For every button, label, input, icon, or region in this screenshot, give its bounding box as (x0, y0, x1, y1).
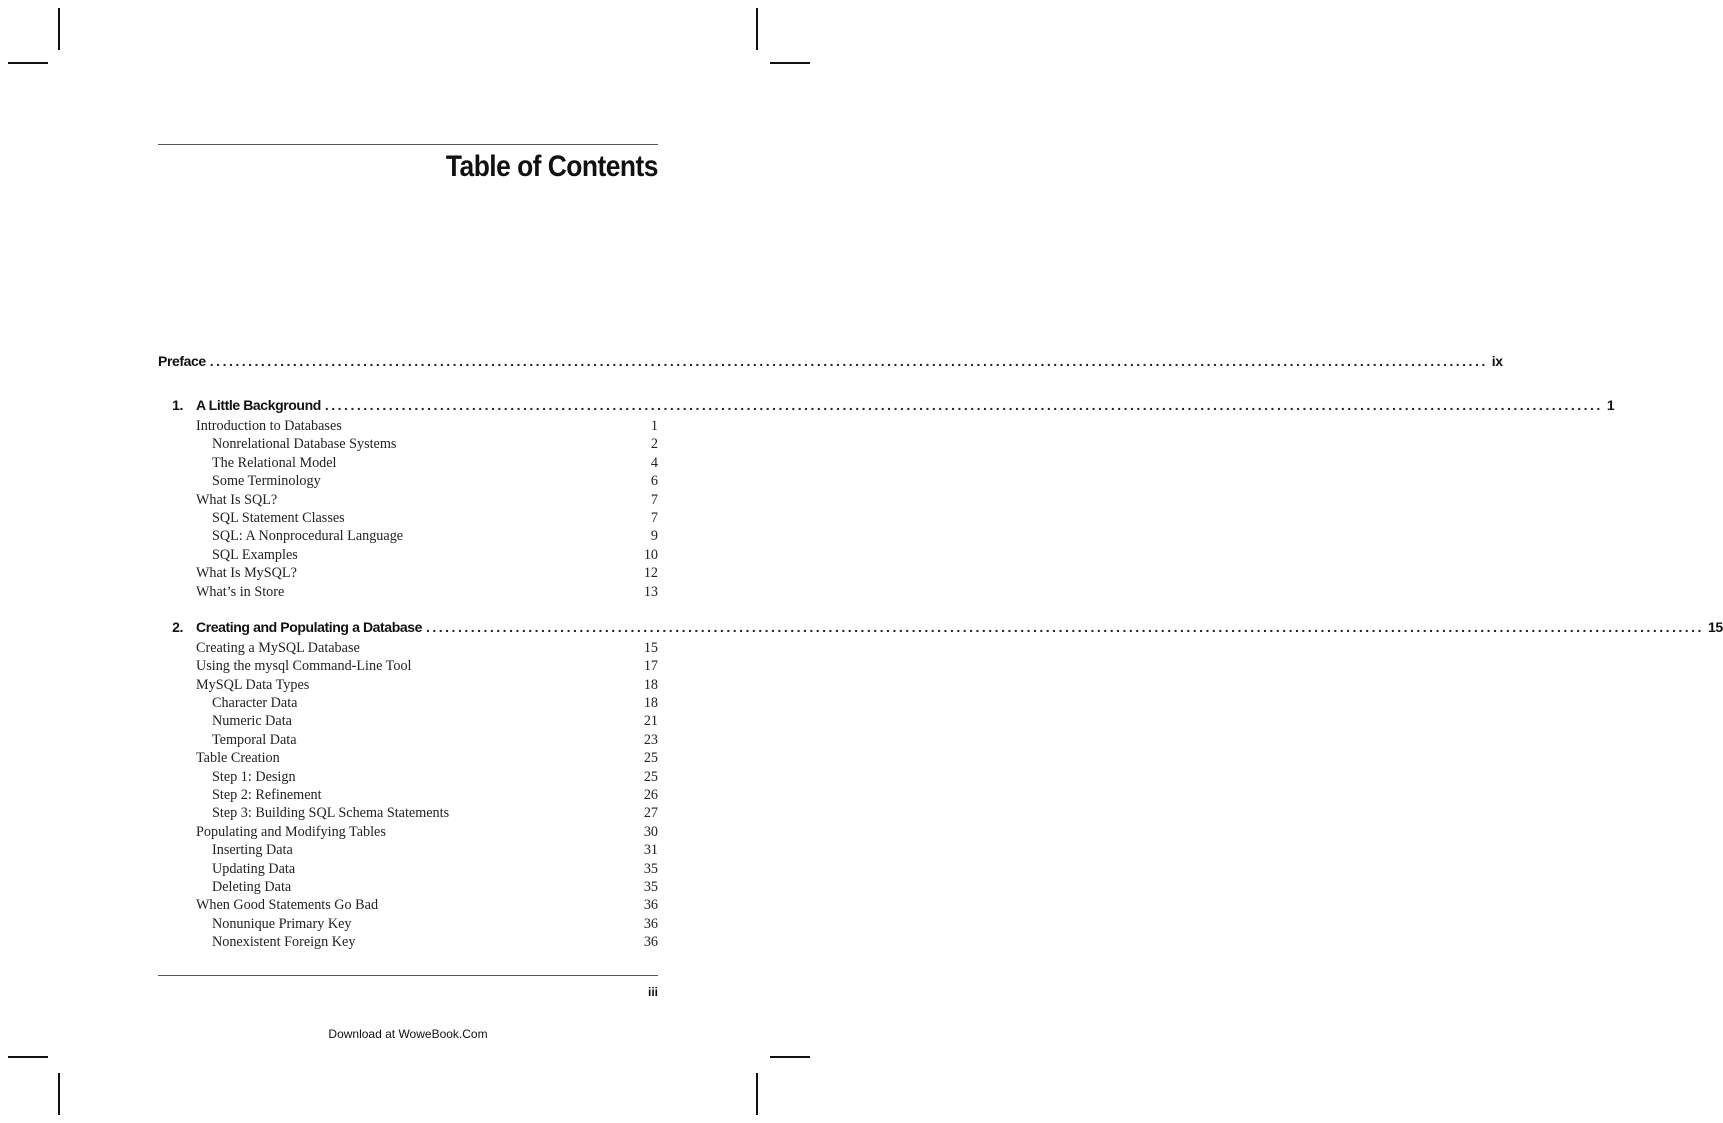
entry-page: 30 (643, 823, 658, 840)
chapter-heading[interactable] (158, 618, 1723, 639)
entry-title: Some Terminology (212, 473, 321, 490)
entry-title: What Is MySQL? (196, 565, 297, 582)
chapter-page: 1 (1606, 397, 1615, 413)
page-title: Table of Contents (446, 150, 658, 183)
entry-title: Character Data (212, 695, 298, 712)
page-number: iii (647, 985, 658, 999)
entry-page: 36 (643, 897, 658, 914)
entry-title: Updating Data (212, 860, 296, 877)
entry-page: 35 (643, 860, 658, 877)
dot-leader: ........................................................................................................................................................................................................ (324, 397, 1603, 413)
toc-subsection[interactable] (158, 786, 658, 804)
crop-mark (58, 8, 60, 50)
crop-mark (770, 1056, 810, 1058)
crop-mark (8, 1056, 48, 1058)
entry-page: 36 (643, 934, 658, 951)
entry-page: 7 (650, 491, 658, 508)
entry-title: Deleting Data (212, 878, 292, 895)
preface-page: ix (1491, 353, 1503, 369)
entry-page: 15 (643, 639, 658, 656)
entry-page: 2 (650, 436, 658, 453)
entry-title: Nonunique Primary Key (212, 915, 352, 932)
crop-mark (756, 8, 758, 50)
entry-title: What Is SQL? (196, 491, 278, 508)
toc-subsection[interactable] (158, 694, 658, 712)
entry-page: 12 (643, 565, 658, 582)
toc-section[interactable] (158, 639, 658, 657)
entry-title: What’s in Store (196, 583, 285, 600)
entry-page: 36 (643, 915, 658, 932)
entry-title: When Good Statements Go Bad (196, 897, 379, 914)
entry-page: 25 (643, 750, 658, 767)
toc-subsection[interactable] (158, 841, 658, 859)
toc-subsection[interactable] (158, 546, 658, 564)
entry-title: Table Creation (196, 750, 280, 767)
entry-page: 18 (643, 695, 658, 712)
entry-title: Step 3: Building SQL Schema Statements (212, 805, 450, 822)
entry-page: 35 (643, 878, 658, 895)
download-footer: Download at WoweBook.Com (328, 1027, 488, 1041)
chapter-number: 2. (172, 618, 183, 635)
bottom-rule (158, 975, 658, 976)
preface-entry[interactable] (158, 353, 1503, 373)
entry-page: 9 (650, 528, 658, 545)
entry-page: 6 (650, 473, 658, 490)
table-of-contents (158, 353, 1723, 970)
entry-title: Creating a MySQL Database (196, 639, 360, 656)
entry-title: Temporal Data (212, 731, 297, 748)
toc-subsection[interactable] (158, 435, 658, 453)
chapter-number: 1. (172, 397, 183, 413)
entry-title: Step 1: Design (212, 768, 296, 785)
preface-label: Preface (158, 353, 206, 369)
toc-section[interactable] (158, 564, 658, 582)
dot-leader: ........................................................................................................................................................................................................ (426, 618, 1704, 635)
toc-subsection[interactable] (158, 878, 658, 896)
entry-page: 21 (643, 713, 658, 730)
chapter-list (158, 397, 1723, 952)
chapter-block (158, 618, 1723, 952)
toc-section[interactable] (158, 491, 658, 509)
toc-subsection[interactable] (158, 509, 658, 527)
entry-title: Using the mysql Command-Line Tool (196, 658, 412, 675)
entry-page: 17 (643, 658, 658, 675)
toc-section[interactable] (158, 583, 658, 601)
entry-title: MySQL Data Types (196, 676, 310, 693)
toc-subsection[interactable] (158, 527, 658, 545)
entry-title: Numeric Data (212, 713, 292, 730)
toc-subsection[interactable] (158, 804, 658, 822)
entry-page: 18 (643, 676, 658, 693)
chapter-page: 15 (1707, 618, 1723, 635)
chapter-block (158, 397, 1615, 601)
chapter-title: A Little Background (196, 397, 321, 413)
toc-section[interactable] (158, 896, 658, 914)
crop-mark (58, 1073, 60, 1115)
toc-subsection[interactable] (158, 933, 658, 951)
entry-page: 27 (643, 805, 658, 822)
entry-page: 23 (643, 731, 658, 748)
toc-subsection[interactable] (158, 860, 658, 878)
toc-subsection[interactable] (158, 454, 658, 472)
top-rule (158, 144, 658, 145)
chapter-heading[interactable] (158, 397, 1615, 417)
toc-subsection[interactable] (158, 731, 658, 749)
chapter-title: Creating and Populating a Database (196, 618, 422, 635)
entry-title: Step 2: Refinement (212, 787, 322, 804)
crop-mark (8, 62, 48, 64)
entry-title: SQL: A Nonprocedural Language (212, 528, 404, 545)
entry-page: 26 (643, 787, 658, 804)
toc-section[interactable] (158, 749, 658, 767)
entry-title: SQL Examples (212, 546, 298, 563)
entry-title: Introduction to Databases (196, 418, 342, 434)
entry-title: Nonexistent Foreign Key (212, 934, 356, 951)
dot-leader: ........................................................................................................................................................................................................ (209, 353, 1488, 369)
toc-section[interactable] (158, 676, 658, 694)
toc-subsection[interactable] (158, 472, 658, 490)
entry-page: 1 (650, 418, 658, 434)
entry-page: 25 (643, 768, 658, 785)
toc-section[interactable] (158, 417, 658, 435)
entry-title: SQL Statement Classes (212, 509, 345, 526)
entry-page: 10 (643, 546, 658, 563)
entry-title: Nonrelational Database Systems (212, 436, 397, 453)
crop-mark (756, 1073, 758, 1115)
toc-section[interactable] (158, 823, 658, 841)
toc-subsection[interactable] (158, 915, 658, 933)
entry-page: 7 (650, 509, 658, 526)
entry-title: Inserting Data (212, 842, 293, 859)
toc-section[interactable] (158, 657, 658, 675)
entry-title: The Relational Model (212, 454, 337, 471)
toc-subsection[interactable] (158, 768, 658, 786)
entry-page: 13 (643, 583, 658, 600)
entry-page: 4 (650, 454, 658, 471)
entry-page: 31 (643, 842, 658, 859)
toc-subsection[interactable] (158, 712, 658, 730)
crop-mark (770, 62, 810, 64)
entry-title: Populating and Modifying Tables (196, 823, 386, 840)
